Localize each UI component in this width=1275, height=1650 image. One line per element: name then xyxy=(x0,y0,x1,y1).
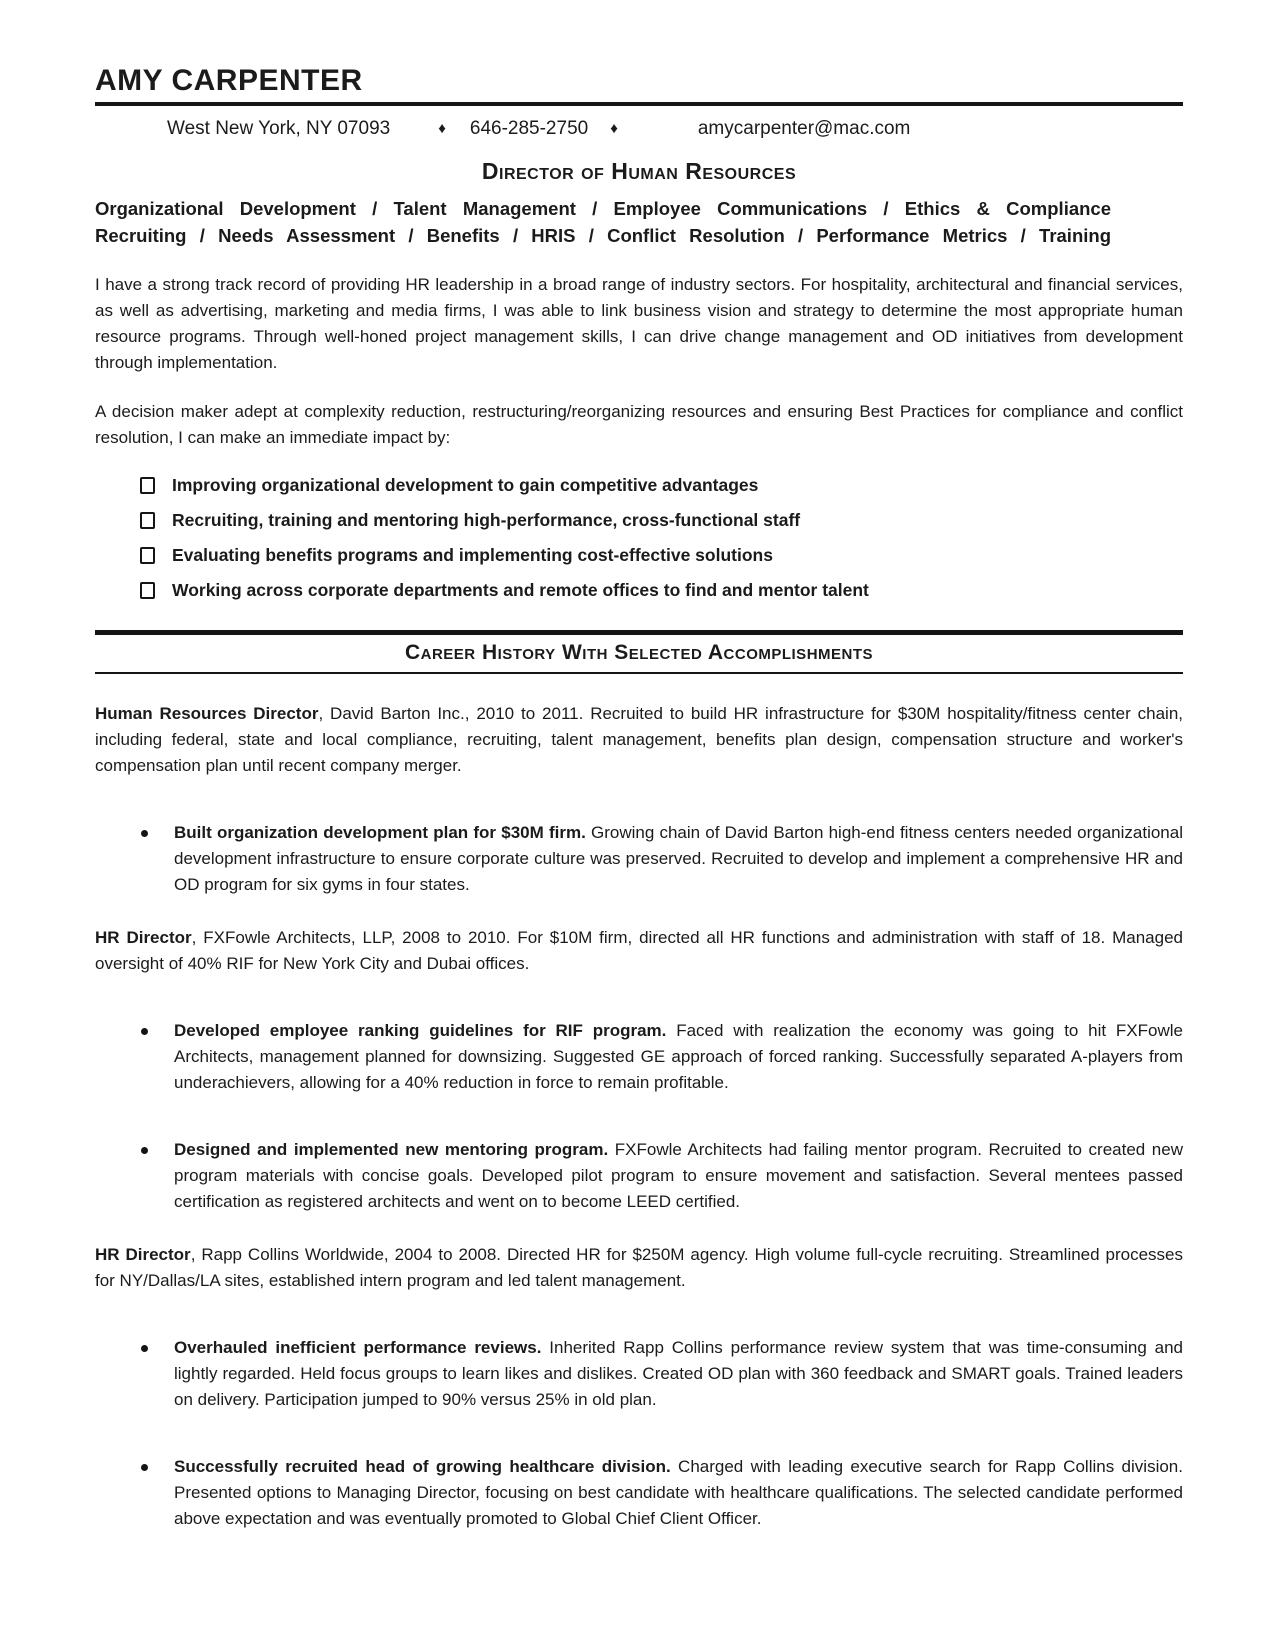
candidate-name: AMY CARPENTER xyxy=(95,64,363,97)
bullet-lead: Designed and implemented new mentoring program. xyxy=(174,1140,609,1159)
bullet-body xyxy=(174,1137,1183,1215)
contact-phone: 646-285-2750 xyxy=(469,118,589,139)
job-title: HR Director xyxy=(95,928,192,947)
list-item-label: Evaluating benefits programs and implementing cost-effective solutions xyxy=(172,545,773,565)
list-item-label: Working across corporate departments and remote offices to find and mentor talent xyxy=(172,580,869,600)
job-entry xyxy=(95,1242,1183,1294)
job-entry xyxy=(95,701,1183,779)
bullet-body xyxy=(174,1454,1183,1532)
checkbox-bullet-icon xyxy=(140,547,155,564)
bullet-lead: Built organization development plan for $30M firm. xyxy=(174,823,586,842)
list-item xyxy=(95,577,1183,603)
job-details: , David Barton Inc., 2010 to 2011. Recruited to build HR infrastructure for $30M hospitality/fitness center chain, including federal, state and local compliance, recruiting, talent management, benefits plan design, compensation structure and worker's compensation plan until recent company merger. xyxy=(95,704,1183,775)
bullet-body xyxy=(174,1018,1183,1096)
job-title-heading: Director of Human Resources xyxy=(481,158,797,184)
checkbox-bullet-icon xyxy=(140,512,155,529)
bullet-lead: Overhauled inefficient performance reviews. xyxy=(174,1338,542,1357)
career-history-section-band xyxy=(95,630,1183,674)
bullet-body xyxy=(174,1335,1183,1413)
bullet-icon xyxy=(141,830,148,837)
bullet-body xyxy=(174,820,1183,898)
contact-row xyxy=(95,116,1183,142)
section-title: Career History With Selected Accomplishments xyxy=(404,641,874,664)
list-item xyxy=(95,507,1183,533)
list-item xyxy=(95,542,1183,568)
accomplishment-bullet xyxy=(95,1018,1183,1096)
accomplishment-bullet xyxy=(95,1335,1183,1413)
checkbox-bullet-icon xyxy=(140,477,155,494)
summary-paragraph-1: I have a strong track record of providing HR leadership in a broad range of industry sectors. For hospitality, architectural and financial services, as well as advertising, marketing and media firms, I was able to link business vision and strategy to determine the most appropriate human resource programs. Through well-honed project management skills, I can drive change management and OD initiatives from development through implementation. xyxy=(95,275,1183,372)
bullet-lead: Successfully recruited head of growing healthcare division. xyxy=(174,1457,671,1476)
name-underline-rule xyxy=(95,102,1183,106)
bullet-detail: Growing chain of David Barton high-end fitness centers needed organizational development infrastructure to ensure corporate culture was preserved. Recruited to develop and implement a comprehensive HR and OD program for six gyms in four states. xyxy=(174,823,1183,894)
checkbox-bullet-icon xyxy=(140,582,155,599)
contact-location: West New York, NY 07093 xyxy=(167,118,391,139)
list-item xyxy=(95,472,1183,498)
accomplishment-bullet xyxy=(95,1137,1183,1215)
bullet-detail: Charged with leading executive search for Rapp Collins division. Presented options to Managing Director, focusing on best candidate with healthcare qualifications. The selected candidate performed above expectation and was eventually promoted to Global Chief Client Officer. xyxy=(174,1457,1183,1528)
bullet-icon xyxy=(141,1464,148,1471)
bullet-icon xyxy=(141,1028,148,1035)
job-title: Human Resources Director xyxy=(95,704,319,723)
diamond-separator-icon: ♦ xyxy=(438,120,446,137)
bullet-icon xyxy=(141,1345,148,1352)
diamond-separator-icon: ♦ xyxy=(610,120,618,137)
job-entry xyxy=(95,925,1183,977)
list-item-label: Recruiting, training and mentoring high-performance, cross-functional staff xyxy=(172,510,801,530)
job-details: , FXFowle Architects, LLP, 2008 to 2010. For $10M firm, directed all HR functions and administration with staff of 18. Managed oversight of 40% RIF for New York City and Dubai offices. xyxy=(95,928,1183,973)
skills-line-2: Recruiting / Needs Assessment / Benefits / HRIS / Conflict Resolution / Performance Metrics / Training xyxy=(95,225,1111,246)
accomplishment-bullet xyxy=(95,820,1183,898)
bullet-lead: Developed employee ranking guidelines for RIF program. xyxy=(174,1021,667,1040)
skills-summary xyxy=(95,195,1183,249)
job-title: HR Director xyxy=(95,1245,191,1264)
skills-line-1: Organizational Development / Talent Management / Employee Communications / Ethics & Compliance xyxy=(95,198,1111,219)
job-details: , Rapp Collins Worldwide, 2004 to 2008. Directed HR for $250M agency. High volume full-cycle recruiting. Streamlined processes for NY/Dallas/LA sites, established intern program and led talent management. xyxy=(95,1245,1184,1290)
bullet-detail: Inherited Rapp Collins performance review system that was time-consuming and lightly regarded. Held focus groups to learn likes and dislikes. Created OD plan with 360 feedback and SMART goals. Trained leaders on delivery. Participation jumped to 90% versus 25% in old plan. xyxy=(174,1338,1183,1409)
bullet-detail: FXFowle Architects had failing mentor program. Recruited to created new program materials with concise goals. Developed pilot program to ensure movement and satisfaction. Several mentees passed certification as registered architects and went on to become LEED certified. xyxy=(174,1140,1183,1211)
bullet-detail: Faced with realization the economy was going to hit FXFowle Architects, management planned for downsizing. Suggested GE approach of forced ranking. Successfully separated A-players from underachievers, allowing for a 40% reduction in force to remain profitable. xyxy=(174,1021,1183,1092)
accomplishment-bullet xyxy=(95,1454,1183,1532)
summary-paragraph-2: A decision maker adept at complexity reduction, restructuring/reorganizing resources and ensuring Best Practices for compliance and conflict resolution, I can make an immediate impact by: xyxy=(95,402,1183,447)
list-item-label: Improving organizational development to gain competitive advantages xyxy=(172,475,759,495)
contact-email: amycarpenter@mac.com xyxy=(697,118,911,139)
bullet-icon xyxy=(141,1147,148,1154)
impact-list xyxy=(95,472,1183,603)
